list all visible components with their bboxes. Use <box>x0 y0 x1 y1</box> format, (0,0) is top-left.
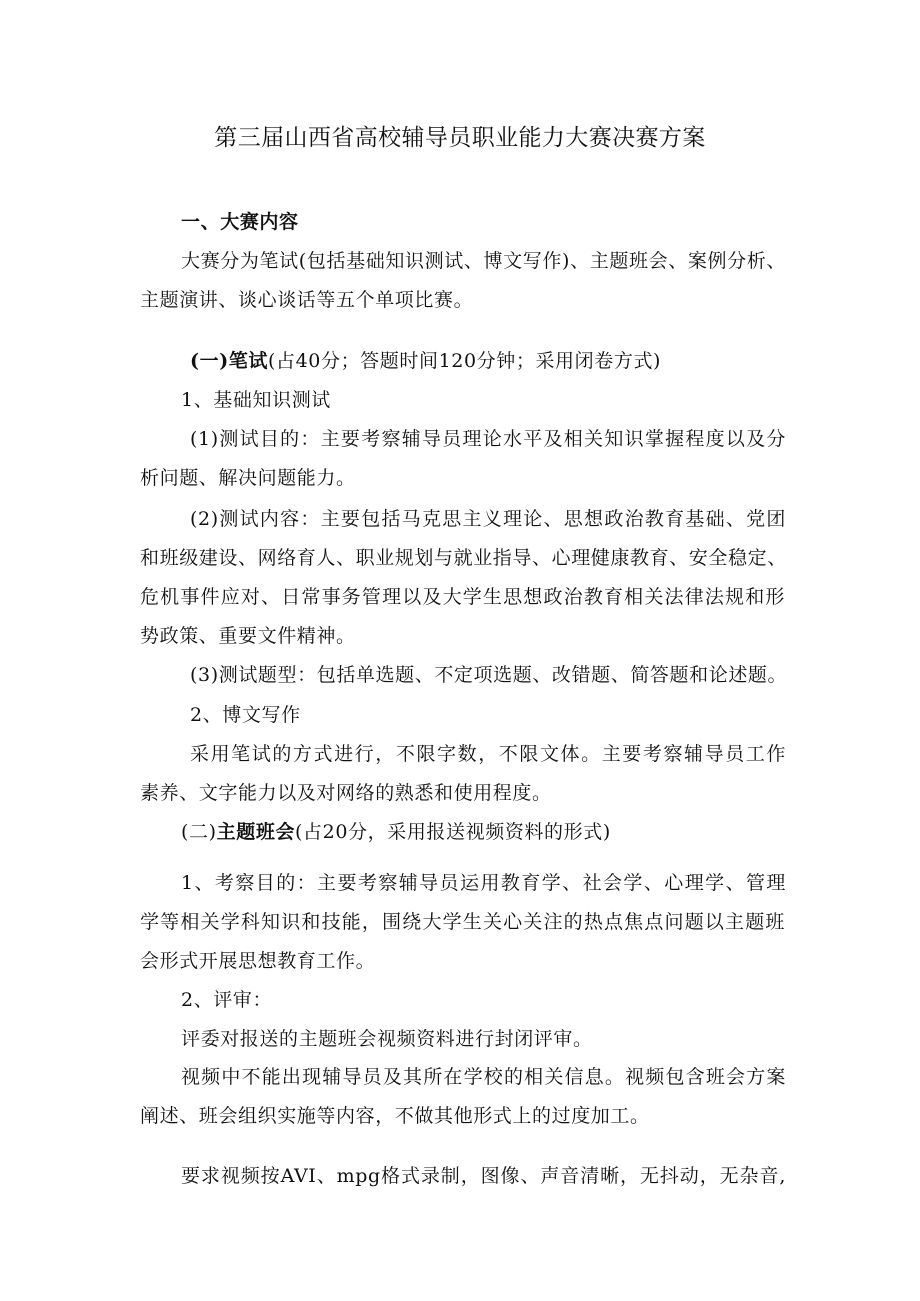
paragraph-line: 会形式开展思想教育工作。 <box>140 950 376 972</box>
part-heading-class-meeting <box>181 819 611 845</box>
part-prefix: (二) <box>181 821 217 843</box>
document-title: 第三届山西省高校辅导员职业能力大赛决赛方案 <box>214 125 706 151</box>
section-heading-content: 一、大赛内容 <box>181 211 299 233</box>
paragraph-line: 1、考察目的：主要考察辅导员运用教育学、社会学、心理学、管理 <box>181 872 786 894</box>
paragraph-line: 势政策、重要文件精神。 <box>140 625 356 647</box>
part-title: 主题班会 <box>216 821 296 843</box>
item-heading: 1、基础知识测试 <box>181 389 331 411</box>
paragraph-line: 学等相关学科知识和技能，围绕大学生关心关注的热点焦点问题以主题班 <box>140 911 785 933</box>
paragraph-line: 析问题、解决问题能力。 <box>140 467 356 489</box>
part-prefix: (一) <box>190 350 229 372</box>
paragraph-line: (3)测试题型：包括单选题、不定项选题、改错题、简答题和论述题。 <box>190 664 788 686</box>
part-heading-written-test <box>190 348 661 374</box>
paragraph-line: 大赛分为笔试(包括基础知识测试、博文写作)、主题班会、案例分析、 <box>181 250 786 272</box>
part-title: 笔试 <box>228 350 268 372</box>
paragraph-line: 素养、文字能力以及对网络的熟悉和使用程度。 <box>140 782 552 804</box>
paragraph-line: 危机事件应对、日常事务管理以及大学生思想政治教育相关法律法规和形 <box>140 586 785 608</box>
paragraph-line: 评委对报送的主题班会视频资料进行封闭评审。 <box>181 1028 593 1050</box>
paragraph-line: 要求视频按AVI、mpg格式录制，图像、声音清晰，无抖动，无杂音, <box>181 1165 786 1187</box>
item-heading: 2、博文写作 <box>190 704 301 726</box>
paragraph-line: 采用笔试的方式进行，不限字数，不限文体。主要考察辅导员工作 <box>190 743 786 765</box>
paragraph-line: 和班级建设、网络育人、职业规划与就业指导、心理健康教育、安全稳定、 <box>140 547 787 569</box>
item-heading: 2、评审： <box>181 989 273 1011</box>
paragraph-line: 主题演讲、谈心谈话等五个单项比赛。 <box>140 289 474 311</box>
paragraph-line: 阐述、班会组织实施等内容，不做其他形式上的过度加工。 <box>140 1105 650 1127</box>
paragraph-line: (1)测试目的：主要考察辅导员理论水平及相关知识掌握程度以及分 <box>190 428 786 450</box>
paragraph-line: 视频中不能出现辅导员及其所在学校的相关信息。视频包含班会方案 <box>181 1066 786 1088</box>
part-detail: (占20分，采用报送视频资料的形式) <box>295 821 611 843</box>
part-detail: (占40分；答题时间120分钟；采用闭卷方式) <box>267 350 662 372</box>
paragraph-line: (2)测试内容：主要包括马克思主义理论、思想政治教育基础、党团 <box>190 508 786 530</box>
